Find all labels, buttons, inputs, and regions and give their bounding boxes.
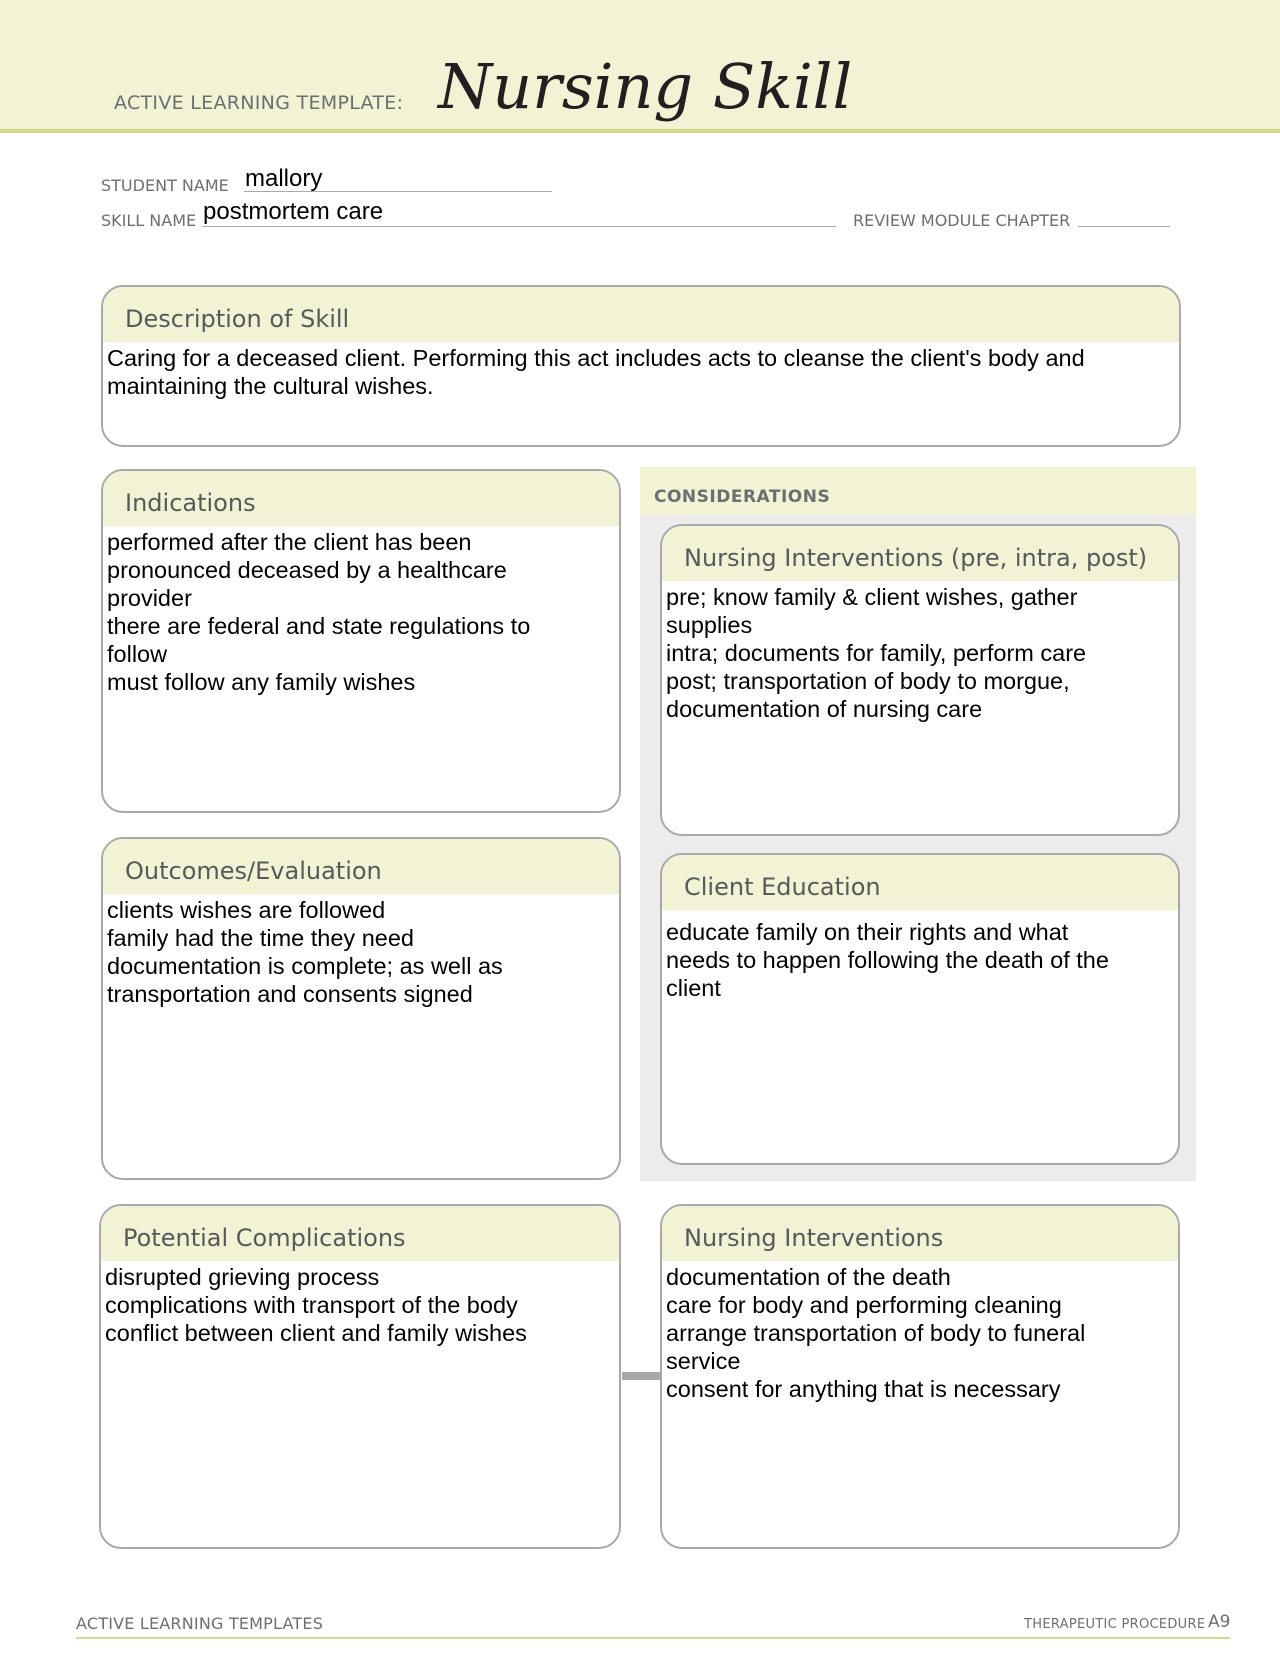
outcomes-line: transportation and consents signed (107, 981, 473, 1007)
nursing-interventions-pip-line: supplies (666, 612, 753, 638)
outcomes-line: family had the time they need (107, 925, 414, 951)
client-education-line: educate family on their rights and what (666, 919, 1069, 945)
client-education-text[interactable] (662, 910, 1178, 1002)
indications-line: there are federal and state regulations to (107, 613, 531, 639)
nursing-interventions-pip-line: pre; know family & client wishes, gather (666, 584, 1078, 610)
description-text[interactable] (103, 342, 1179, 400)
outcomes-line: documentation is complete; as well as (107, 953, 503, 979)
nursing-interventions-pip-box (660, 524, 1180, 836)
skill-name-label: SKILL NAME (101, 211, 197, 230)
nursing-interventions-title: Nursing Interventions (662, 1206, 1178, 1261)
nursing-interventions-line: consent for anything that is necessary (666, 1376, 1061, 1402)
nursing-interventions-line: service (666, 1348, 741, 1374)
review-module-line (1078, 226, 1170, 227)
client-education-line: needs to happen following the death of the (666, 947, 1109, 973)
nursing-interventions-text[interactable] (662, 1261, 1178, 1403)
outcomes-box (101, 837, 621, 1180)
nursing-interventions-pip-line: intra; documents for family, perform care (666, 640, 1087, 666)
indications-box (101, 469, 621, 813)
complications-title: Potential Complications (101, 1206, 619, 1261)
considerations-title: CONSIDERATIONS (640, 467, 1196, 515)
indications-title: Indications (103, 471, 619, 526)
nursing-interventions-line: documentation of the death (666, 1264, 951, 1290)
nursing-interventions-box (660, 1204, 1180, 1549)
footer-title: ACTIVE LEARNING TEMPLATES (76, 1614, 324, 1633)
description-box (101, 285, 1181, 447)
nursing-interventions-pip-text[interactable] (662, 581, 1178, 723)
nursing-interventions-pip-line: post; transportation of body to morgue, (666, 668, 1070, 694)
client-education-line: client (666, 975, 721, 1001)
outcomes-title: Outcomes/Evaluation (103, 839, 619, 894)
page-title: Nursing Skill (438, 50, 853, 123)
indications-text[interactable] (103, 526, 619, 696)
nursing-interventions-line: arrange transportation of body to funeral (666, 1320, 1086, 1346)
indications-line: provider (107, 585, 192, 611)
complications-box (99, 1204, 621, 1549)
description-line: Caring for a deceased client. Performing this act includes acts to cleanse the client's body and (107, 345, 1085, 371)
nursing-interventions-line: care for body and performing cleaning (666, 1292, 1062, 1318)
complications-line: complications with transport of the body (105, 1292, 518, 1318)
description-line: maintaining the cultural wishes. (107, 373, 434, 399)
nursing-interventions-pip-line: documentation of nursing care (666, 696, 983, 722)
review-module-label: REVIEW MODULE CHAPTER (853, 211, 1071, 230)
indications-line: follow (107, 641, 168, 667)
outcomes-line: clients wishes are followed (107, 897, 386, 923)
outcomes-text[interactable] (103, 894, 619, 1008)
client-education-box (660, 853, 1180, 1165)
indications-line: pronounced deceased by a healthcare (107, 557, 507, 583)
box-connector (622, 1372, 662, 1380)
client-education-title: Client Education (662, 855, 1178, 910)
nursing-interventions-pip-title: Nursing Interventions (pre, intra, post) (662, 526, 1178, 581)
student-name-label: STUDENT NAME (101, 176, 229, 195)
indications-line: must follow any family wishes (107, 669, 416, 695)
complications-line: conflict between client and family wishes (105, 1320, 527, 1346)
skill-name-field[interactable]: postmortem care (203, 198, 384, 225)
complications-text[interactable] (101, 1261, 619, 1347)
footer-rule (76, 1637, 1230, 1639)
skill-name-line (202, 226, 836, 227)
description-title: Description of Skill (103, 287, 1179, 342)
complications-line: disrupted grieving process (105, 1264, 380, 1290)
template-label: ACTIVE LEARNING TEMPLATE: (114, 92, 404, 114)
footer-section: THERAPEUTIC PROCEDURE (1024, 1617, 1206, 1632)
student-name-field[interactable]: mallory (245, 165, 323, 192)
page-number: A9 (1208, 1612, 1231, 1632)
indications-line: performed after the client has been (107, 529, 472, 555)
